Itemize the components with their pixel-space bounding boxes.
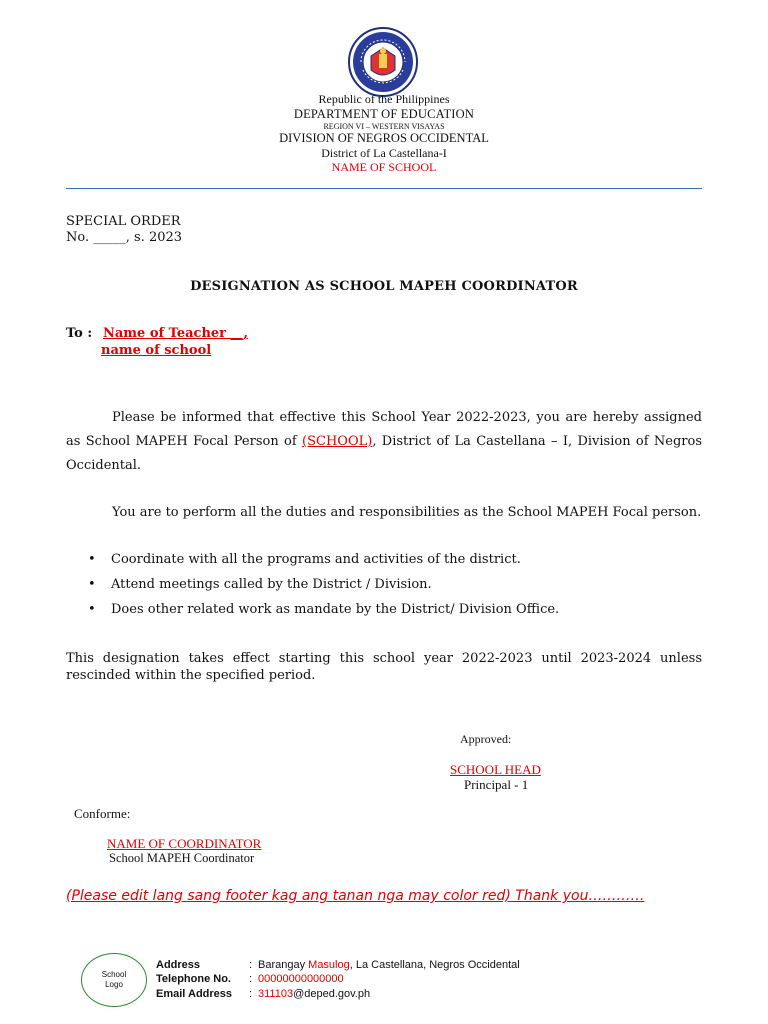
duty-item: • Does other related work as mandate by the District/ Division Office. (88, 600, 708, 625)
paragraph-duties-text: You are to perform all the duties and responsibilities as the School MAPEH Focal person. (112, 505, 702, 520)
duties-list (88, 550, 708, 625)
edit-instruction-note: (Please edit lang sang footer kag ang tanan nga may color red) Thank you………… (66, 888, 645, 904)
telephone-value: 00000000000000 (258, 973, 344, 985)
telephone-label: Telephone No. (156, 973, 231, 985)
school-head-name: SCHOOL HEAD (450, 762, 541, 777)
duty-item: • Attend meetings called by the District / Division. (88, 575, 708, 600)
deped-seal-logo (347, 26, 419, 98)
paragraph-designation-text-2: , District of La Castellana – I, Division of Negros Occidental. (66, 434, 702, 473)
address-prefix: Barangay (258, 959, 309, 971)
paragraph-designation (66, 406, 702, 478)
address-label: Address (156, 959, 201, 971)
to-label: To : (66, 326, 93, 341)
email-id: 311103 (258, 988, 294, 1000)
school-placeholder: (SCHOOL) (302, 434, 373, 449)
recipient-name: Name of Teacher __, (103, 326, 249, 341)
division-line: DIVISION OF NEGROS OCCIDENTAL (279, 131, 489, 145)
coordinator-name: NAME OF COORDINATOR (107, 836, 262, 851)
recipient-school: name of school (101, 343, 212, 358)
coordinator-role: School MAPEH Coordinator (109, 851, 255, 865)
republic-line: Republic of the Philippines (318, 92, 450, 106)
approved-label: Approved: (460, 732, 512, 746)
school-logo-text-1: School (101, 970, 127, 979)
department-line: DEPARTMENT OF EDUCATION (293, 107, 475, 121)
address-colon: : (249, 959, 253, 971)
email-colon: : (249, 988, 253, 1000)
district-line: District of La Castellana-I (321, 146, 447, 160)
header-divider (66, 188, 702, 189)
email-value (258, 987, 370, 1002)
paragraph-designation-text-1: Please be informed that effective this School Year 2022-2023, you are hereby assigned as School MAPEH Focal Person of (66, 410, 702, 449)
region-line: REGION VI – WESTERN VISAYAS (323, 122, 445, 131)
telephone-colon: : (249, 973, 253, 985)
conforme-label: Conforme: (74, 806, 131, 821)
school-logo-text-2: Logo (105, 980, 123, 989)
special-order-label: SPECIAL ORDER (66, 214, 181, 229)
special-order-number: No. _____, s. 2023 (66, 230, 183, 245)
school-name-line: NAME OF SCHOOL (331, 160, 437, 174)
email-domain: @deped.gov.ph (293, 988, 371, 1000)
special-order-block (66, 214, 182, 246)
email-label: Email Address (156, 988, 233, 1000)
paragraph-effectivity: This designation takes effect starting this school year 2022-2023 until 2023-2024 unless rescinded within the specified period. (66, 651, 702, 683)
school-head-role: Principal - 1 (464, 777, 529, 792)
school-logo-placeholder (81, 953, 147, 1007)
paragraph-duties (66, 501, 702, 525)
address-suffix: , La Castellana, Negros Occidental (349, 959, 520, 971)
address-barangay: Masulog (308, 959, 350, 971)
duty-item: • Coordinate with all the programs and activities of the district. (88, 550, 708, 575)
document-title: DESIGNATION AS SCHOOL MAPEH COORDINATOR (190, 279, 578, 294)
address-value (258, 958, 520, 973)
